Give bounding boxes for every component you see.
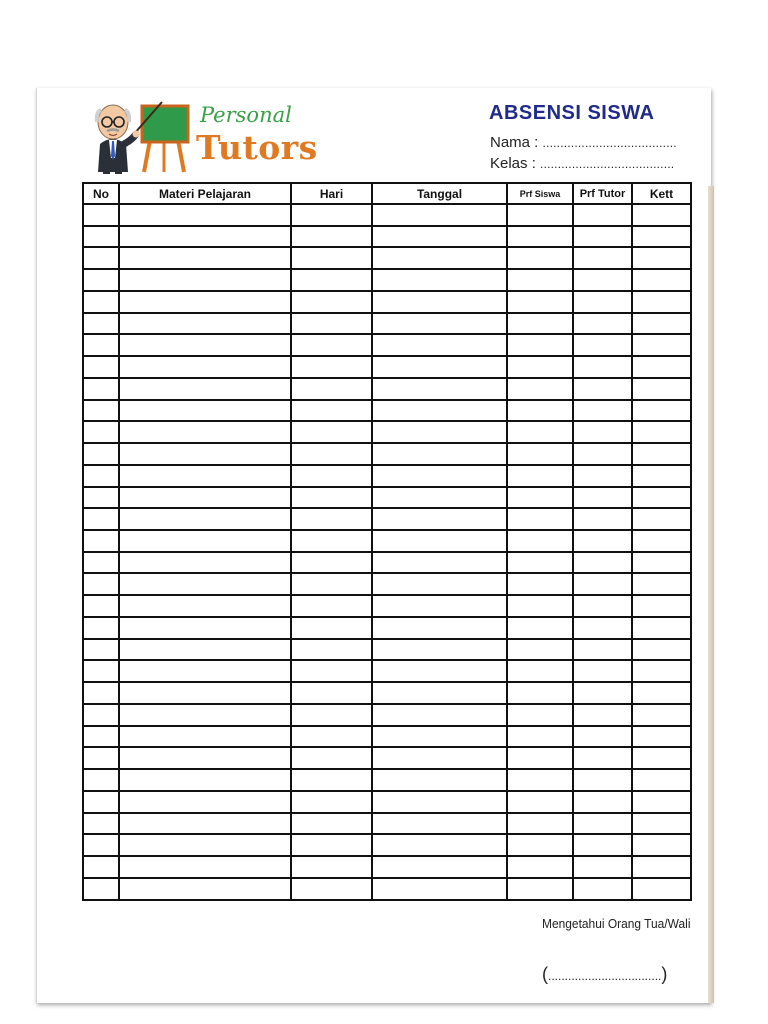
table-cell[interactable] [507,226,573,248]
table-cell[interactable] [291,791,372,813]
table-cell[interactable] [291,530,372,552]
table-cell[interactable] [372,530,507,552]
table-cell[interactable] [632,356,691,378]
table-cell[interactable] [372,856,507,878]
signature-open-paren: ( [542,964,548,984]
table-cell[interactable] [291,378,372,400]
table-cell[interactable] [507,747,573,769]
table-cell[interactable] [632,813,691,835]
table-cell[interactable] [372,834,507,856]
column-header-prf-tutor: Prf Tutor [573,183,632,204]
table-cell[interactable] [119,465,291,487]
signature-blank[interactable]: .................................. [548,969,662,983]
table-cell[interactable] [291,334,372,356]
table-cell[interactable] [119,660,291,682]
table-cell[interactable] [83,573,119,595]
table-cell[interactable] [119,226,291,248]
table-cell[interactable] [291,269,372,291]
table-cell[interactable] [507,378,573,400]
table-cell[interactable] [573,421,632,443]
table-row [83,291,691,313]
table-row [83,617,691,639]
column-header-hari: Hari [291,183,372,204]
table-cell[interactable] [291,508,372,530]
table-cell[interactable] [291,204,372,226]
table-cell[interactable] [83,400,119,422]
table-cell[interactable] [119,552,291,574]
table-cell[interactable] [291,291,372,313]
table-cell[interactable] [573,769,632,791]
personal-tutors-logo [88,100,328,176]
table-cell[interactable] [372,769,507,791]
table-cell[interactable] [507,856,573,878]
table-cell[interactable] [291,856,372,878]
table-cell[interactable] [573,465,632,487]
table-cell[interactable] [83,443,119,465]
table-cell[interactable] [372,378,507,400]
table-cell[interactable] [83,204,119,226]
table-cell[interactable] [632,530,691,552]
table-cell[interactable] [632,617,691,639]
table-cell[interactable] [573,378,632,400]
table-cell[interactable] [372,813,507,835]
table-cell[interactable] [291,487,372,509]
table-cell[interactable] [119,573,291,595]
table-cell[interactable] [83,421,119,443]
table-cell[interactable] [119,813,291,835]
column-header-kett: Kett [632,183,691,204]
table-cell[interactable] [573,247,632,269]
table-cell[interactable] [372,747,507,769]
kelas-label: Kelas : [490,155,536,172]
table-cell[interactable] [632,291,691,313]
document-title: ABSENSI SISWA [489,102,655,124]
table-row [83,856,691,878]
table-cell[interactable] [573,595,632,617]
table-cell[interactable] [83,617,119,639]
table-cell[interactable] [372,508,507,530]
table-cell[interactable] [119,247,291,269]
table-cell[interactable] [291,552,372,574]
table-cell[interactable] [119,487,291,509]
table-cell[interactable] [632,443,691,465]
table-cell[interactable] [119,313,291,335]
table-row [83,508,691,530]
nama-field [490,134,677,151]
table-cell[interactable] [83,639,119,661]
table-cell[interactable] [507,334,573,356]
table-cell[interactable] [83,747,119,769]
table-cell[interactable] [632,747,691,769]
table-row [83,487,691,509]
table-cell[interactable] [632,639,691,661]
table-cell[interactable] [632,769,691,791]
table-cell[interactable] [291,704,372,726]
table-cell[interactable] [372,226,507,248]
table-row [83,660,691,682]
table-cell[interactable] [507,487,573,509]
table-cell[interactable] [119,356,291,378]
table-row [83,247,691,269]
table-cell[interactable] [119,617,291,639]
table-cell[interactable] [119,334,291,356]
table-cell[interactable] [632,508,691,530]
table-cell[interactable] [632,247,691,269]
table-cell[interactable] [507,573,573,595]
table-cell[interactable] [83,878,119,900]
table-cell[interactable] [119,530,291,552]
acknowledgement-label: Mengetahui Orang Tua/Wali [542,916,691,931]
table-cell[interactable] [632,421,691,443]
table-cell[interactable] [573,226,632,248]
table-cell[interactable] [573,356,632,378]
table-cell[interactable] [291,356,372,378]
table-cell[interactable] [632,487,691,509]
table-row [83,443,691,465]
table-row [83,378,691,400]
table-cell[interactable] [507,726,573,748]
table-cell[interactable] [119,595,291,617]
table-cell[interactable] [372,595,507,617]
table-cell[interactable] [119,878,291,900]
table-cell[interactable] [573,573,632,595]
table-cell[interactable] [573,704,632,726]
table-cell[interactable] [291,639,372,661]
table-cell[interactable] [372,791,507,813]
table-cell[interactable] [507,704,573,726]
table-cell[interactable] [632,856,691,878]
nama-blank[interactable]: ...................................... [542,136,677,150]
table-cell[interactable] [507,443,573,465]
table-row [83,834,691,856]
table-cell[interactable] [119,639,291,661]
table-row [83,226,691,248]
table-cell[interactable] [83,704,119,726]
table-cell[interactable] [573,552,632,574]
table-cell[interactable] [507,530,573,552]
table-cell[interactable] [573,487,632,509]
nama-label: Nama : [490,134,539,151]
table-cell[interactable] [291,747,372,769]
table-cell[interactable] [507,356,573,378]
table-cell[interactable] [83,530,119,552]
table-cell[interactable] [83,856,119,878]
table-cell[interactable] [573,726,632,748]
table-cell[interactable] [372,204,507,226]
table-cell[interactable] [372,400,507,422]
table-row [83,595,691,617]
table-cell[interactable] [291,617,372,639]
sheet-edge-shadow [708,186,714,1003]
table-cell[interactable] [573,204,632,226]
table-row [83,269,691,291]
table-row [83,400,691,422]
table-body [83,204,691,900]
table-cell[interactable] [291,226,372,248]
table-cell[interactable] [119,400,291,422]
table-cell[interactable] [632,313,691,335]
table-row [83,726,691,748]
signature-line [542,964,667,985]
column-header-prf-siswa: Prf Siswa [507,183,573,204]
column-header-no: No [83,183,119,204]
table-cell[interactable] [83,813,119,835]
table-cell[interactable] [291,421,372,443]
table-cell[interactable] [632,465,691,487]
table-cell[interactable] [119,834,291,856]
table-cell[interactable] [372,552,507,574]
table-row [83,204,691,226]
table-cell[interactable] [291,313,372,335]
table-cell[interactable] [83,660,119,682]
table-cell[interactable] [573,617,632,639]
kelas-blank[interactable]: ...................................... [540,157,675,171]
table-cell[interactable] [507,291,573,313]
table-cell[interactable] [632,595,691,617]
table-row [83,769,691,791]
table-cell[interactable] [291,769,372,791]
table-cell[interactable] [119,704,291,726]
table-cell[interactable] [291,660,372,682]
table-cell[interactable] [573,878,632,900]
table-cell[interactable] [632,791,691,813]
table-cell[interactable] [632,378,691,400]
tutor-character-icon [88,100,200,176]
table-cell[interactable] [507,834,573,856]
table-cell[interactable] [291,726,372,748]
table-cell[interactable] [507,313,573,335]
table-cell[interactable] [83,334,119,356]
table-cell[interactable] [372,704,507,726]
table-cell[interactable] [507,421,573,443]
table-cell[interactable] [119,856,291,878]
table-cell[interactable] [632,204,691,226]
table-cell[interactable] [372,443,507,465]
table-cell[interactable] [291,247,372,269]
table-cell[interactable] [573,639,632,661]
table-cell[interactable] [372,313,507,335]
table-cell[interactable] [83,487,119,509]
table-cell[interactable] [119,291,291,313]
logo-text-tutors: Tutors [196,128,318,167]
table-cell[interactable] [507,247,573,269]
table-row [83,682,691,704]
table-cell[interactable] [507,595,573,617]
signature-close-paren: ) [661,964,668,984]
table-cell[interactable] [573,682,632,704]
table-cell[interactable] [573,747,632,769]
table-cell[interactable] [632,400,691,422]
table-cell[interactable] [372,573,507,595]
table-cell[interactable] [119,443,291,465]
table-cell[interactable] [372,334,507,356]
table-cell[interactable] [573,334,632,356]
table-cell[interactable] [83,682,119,704]
table-row [83,421,691,443]
table-row [83,313,691,335]
table-cell[interactable] [507,400,573,422]
table-cell[interactable] [573,813,632,835]
table-cell[interactable] [573,660,632,682]
table-cell[interactable] [573,269,632,291]
attendance-table [82,182,692,901]
table-row [83,465,691,487]
table-cell[interactable] [83,726,119,748]
table-cell[interactable] [83,552,119,574]
table-cell[interactable] [507,508,573,530]
table-cell[interactable] [507,769,573,791]
table-row [83,791,691,813]
table-cell[interactable] [507,617,573,639]
table-cell[interactable] [573,400,632,422]
table-cell[interactable] [291,400,372,422]
table-cell[interactable] [573,313,632,335]
table-cell[interactable] [83,226,119,248]
table-cell[interactable] [632,334,691,356]
table-cell[interactable] [291,878,372,900]
table-cell[interactable] [507,552,573,574]
table-cell[interactable] [83,595,119,617]
table-row [83,334,691,356]
table-cell[interactable] [291,682,372,704]
table-cell[interactable] [119,726,291,748]
table-cell[interactable] [372,421,507,443]
table-cell[interactable] [119,378,291,400]
table-cell[interactable] [573,443,632,465]
table-cell[interactable] [291,595,372,617]
table-row [83,552,691,574]
table-row [83,530,691,552]
column-header-tanggal: Tanggal [372,183,507,204]
table-cell[interactable] [83,834,119,856]
table-cell[interactable] [119,204,291,226]
table-cell[interactable] [291,813,372,835]
table-cell[interactable] [119,791,291,813]
table-cell[interactable] [372,356,507,378]
table-row [83,356,691,378]
table-cell[interactable] [573,530,632,552]
table-cell[interactable] [372,617,507,639]
table-cell[interactable] [507,660,573,682]
table-cell[interactable] [507,269,573,291]
table-cell[interactable] [507,878,573,900]
table-cell[interactable] [372,291,507,313]
table-cell[interactable] [372,726,507,748]
table-cell[interactable] [632,878,691,900]
table-cell[interactable] [507,813,573,835]
column-header-materi-pelajaran: Materi Pelajaran [119,183,291,204]
table-cell[interactable] [83,465,119,487]
table-cell[interactable] [83,356,119,378]
table-cell[interactable] [573,856,632,878]
table-cell[interactable] [119,508,291,530]
table-cell[interactable] [83,291,119,313]
table-cell[interactable] [507,639,573,661]
table-cell[interactable] [632,726,691,748]
table-cell[interactable] [573,508,632,530]
table-cell[interactable] [507,682,573,704]
table-cell[interactable] [291,465,372,487]
logo-text-personal: Personal [200,103,292,127]
table-header-row [83,183,691,204]
table-cell[interactable] [83,378,119,400]
table-cell[interactable] [632,660,691,682]
table-cell[interactable] [291,443,372,465]
table-cell[interactable] [507,791,573,813]
table-cell[interactable] [372,487,507,509]
table-cell[interactable] [573,291,632,313]
table-cell[interactable] [83,247,119,269]
table-cell[interactable] [83,769,119,791]
table-cell[interactable] [119,421,291,443]
table-row [83,704,691,726]
table-cell[interactable] [632,704,691,726]
table-row [83,747,691,769]
table-cell[interactable] [83,269,119,291]
table-cell[interactable] [372,269,507,291]
table-cell[interactable] [83,508,119,530]
table-cell[interactable] [632,682,691,704]
table-cell[interactable] [632,573,691,595]
table-cell[interactable] [573,834,632,856]
kelas-field [490,155,674,172]
table-cell[interactable] [632,269,691,291]
table-cell[interactable] [291,573,372,595]
table-row [83,878,691,900]
table-cell[interactable] [632,834,691,856]
table-cell[interactable] [372,639,507,661]
table-cell[interactable] [372,660,507,682]
table-cell[interactable] [119,682,291,704]
table-cell[interactable] [83,313,119,335]
table-cell[interactable] [632,552,691,574]
table-cell[interactable] [372,247,507,269]
table-cell[interactable] [291,834,372,856]
table-cell[interactable] [632,226,691,248]
table-cell[interactable] [573,791,632,813]
table-row [83,813,691,835]
table-cell[interactable] [372,465,507,487]
table-cell[interactable] [507,465,573,487]
table-cell[interactable] [83,791,119,813]
table-row [83,573,691,595]
table-cell[interactable] [119,747,291,769]
table-cell[interactable] [507,204,573,226]
table-cell[interactable] [372,682,507,704]
table-row [83,639,691,661]
table-cell[interactable] [119,269,291,291]
table-cell[interactable] [372,878,507,900]
table-cell[interactable] [119,769,291,791]
